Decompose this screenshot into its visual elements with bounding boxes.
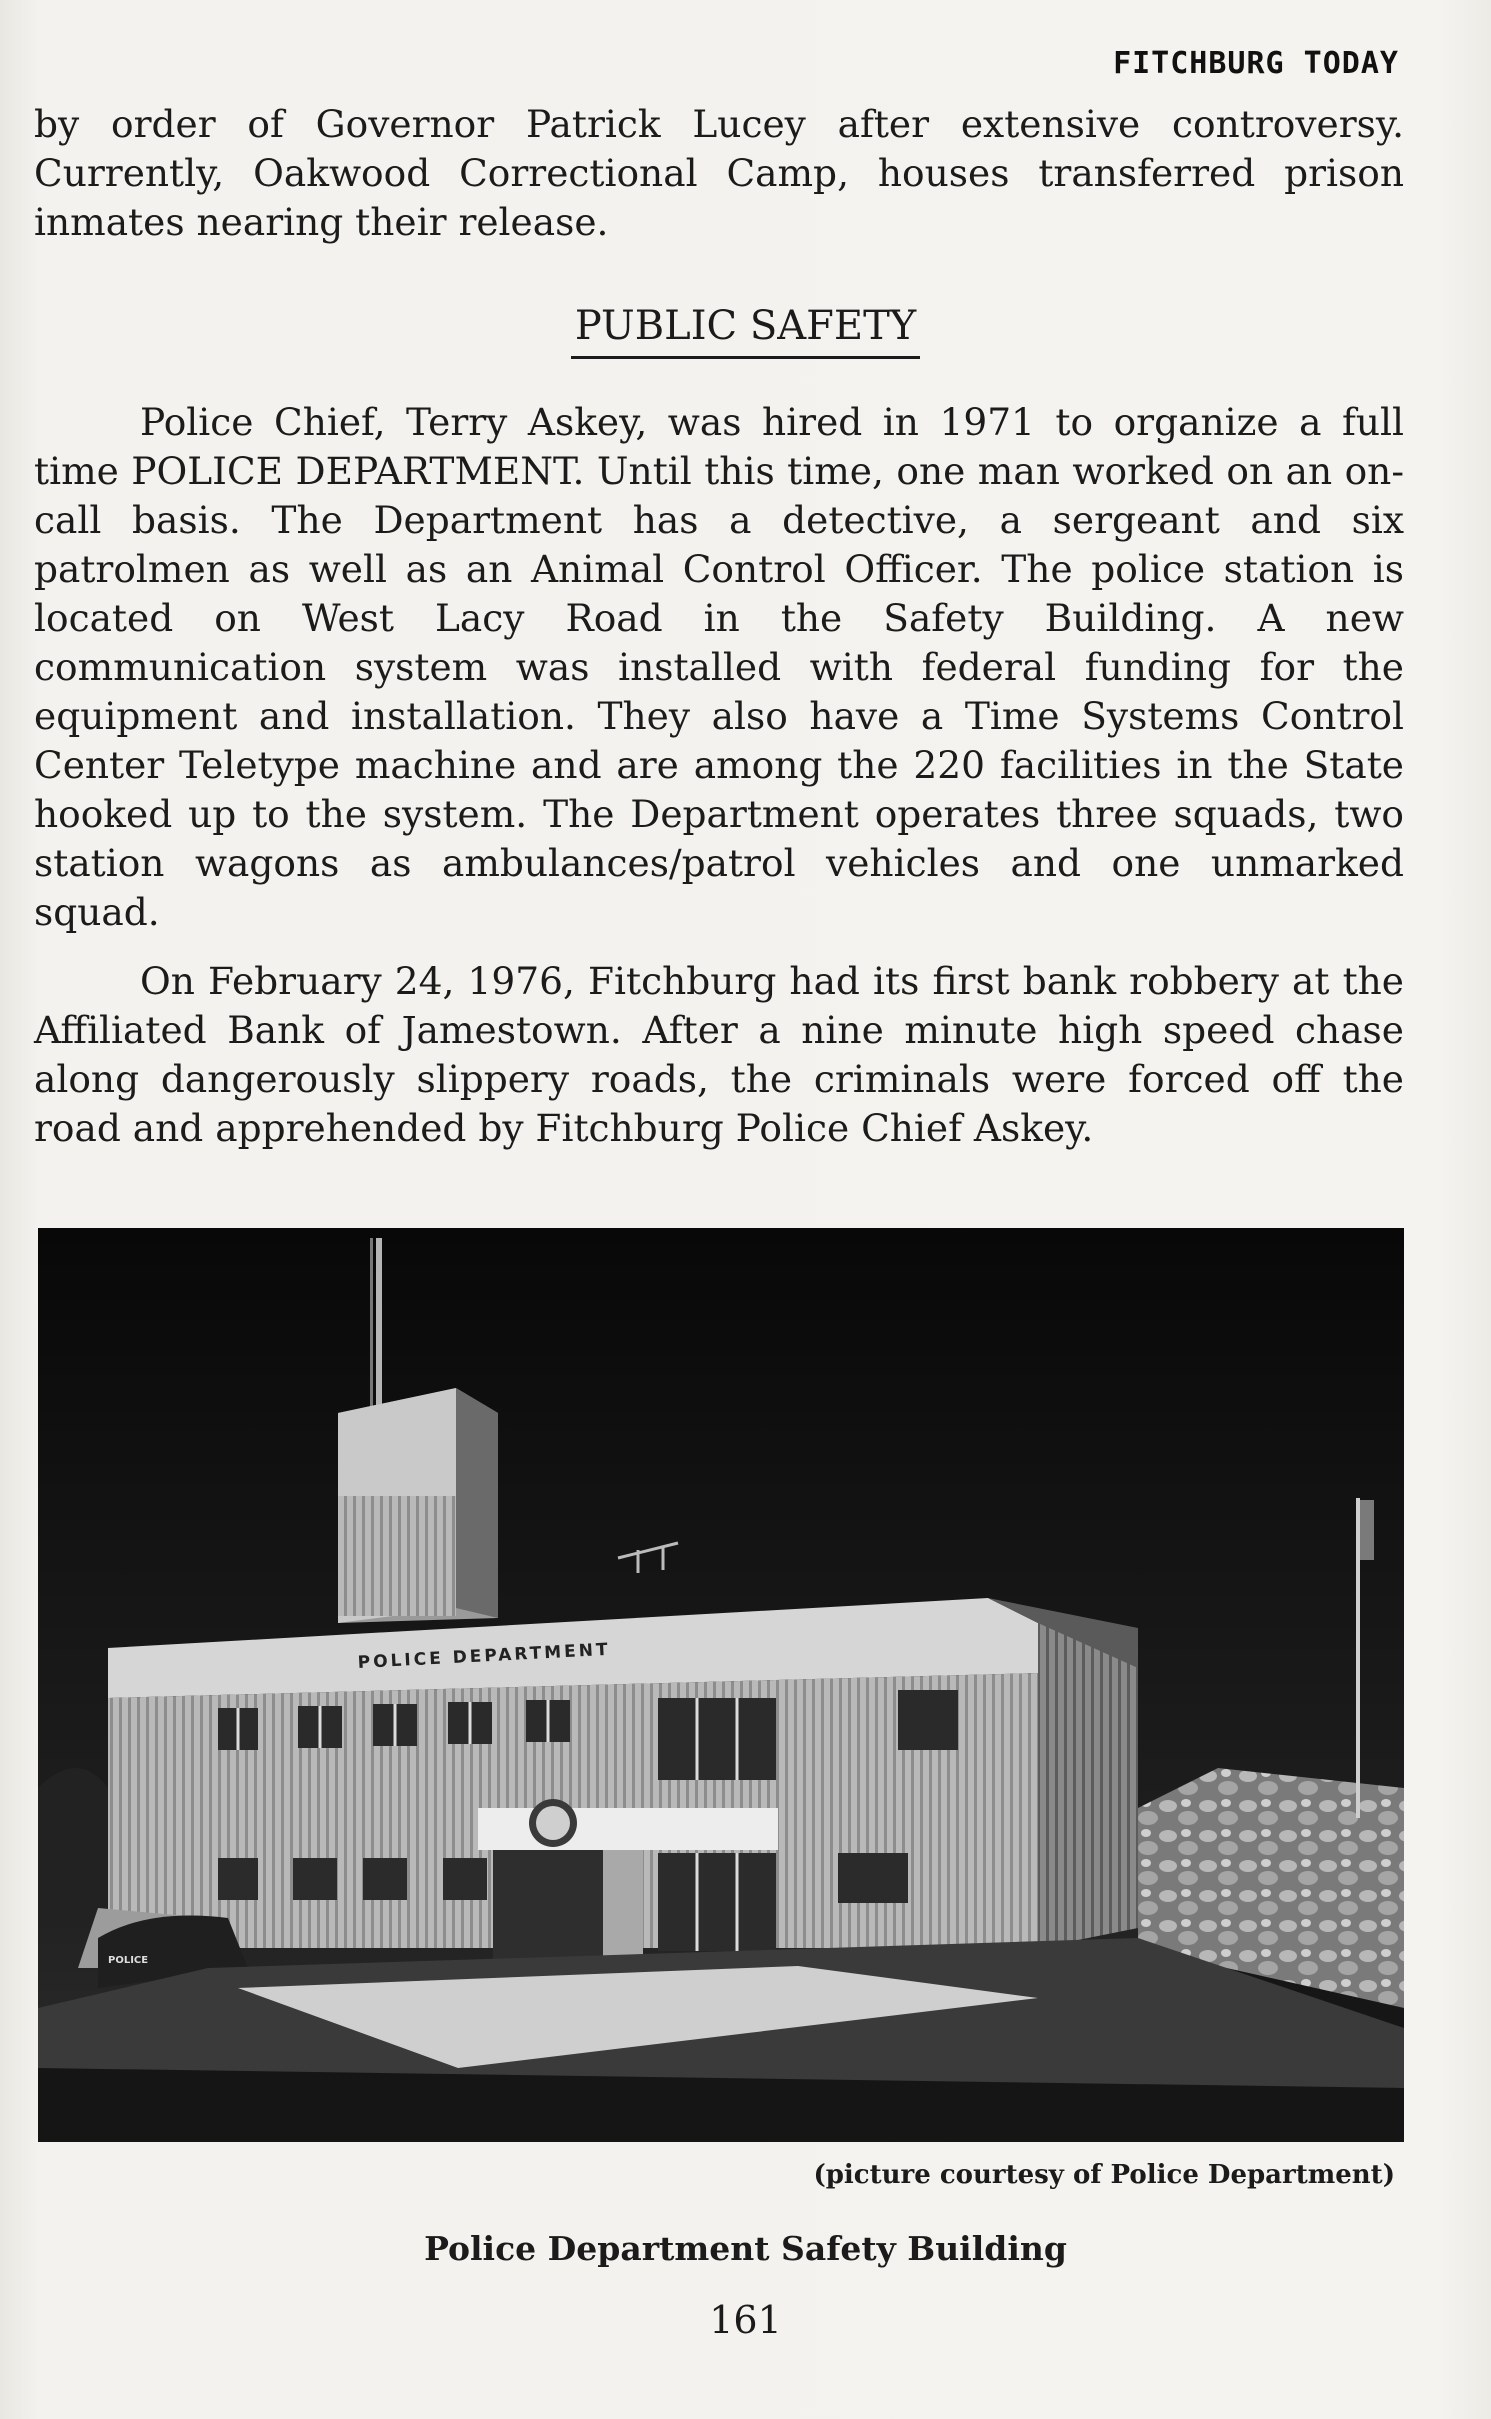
photo-building-sign: POLICE DEPARTMENT [357, 1639, 612, 1673]
section-heading-text: PUBLIC SAFETY [571, 300, 920, 359]
paragraph-police-department: Police Chief, Terry Askey, was hired in 1971 to organize a full time POLICE DEPARTMENT. Until this time, one man worked on an on-call basis. The Department has a detective, a sergeant and six patrolmen as well as an Animal Control Officer. The police station is located on West Lacy Road in the Safety Building. A new communication system was installed with federal funding for the equipment and installation. They also have a Time Systems Control Center Teletype machine and are among the 220 facilities in the State hooked up to the system. The Department operates three squads, two station wagons as ambulances/patrol vehicles and one unmarked squad. [34, 400, 1404, 934]
photo-antenna-mast [376, 1238, 382, 1413]
photo-building-side [1038, 1623, 1138, 1948]
photo-credit: (picture courtesy of Police Department) [813, 2160, 1395, 2190]
police-building-photo [38, 1228, 1404, 2142]
photo-flag [1360, 1500, 1374, 1560]
intro-paragraph: by order of Governor Patrick Lucey after extensive controversy. Currently, Oakwood Correctional Camp, houses transferred prison inmates nearing their release. [34, 102, 1404, 244]
photo-caption: Police Department Safety Building [424, 2229, 1067, 2268]
photo-tree-left [38, 1768, 108, 1928]
paragraph-bank-robbery: On February 24, 1976, Fitchburg had its first bank robbery at the Affiliated Bank of Jamestown. After a nine minute high speed chase along dangerously slippery roads, the criminals were forced off the road and apprehended by Fitchburg Police Chief Askey. [34, 959, 1404, 1150]
section-heading [0, 300, 1491, 359]
photo-flag-pole [1356, 1498, 1360, 1818]
page-number: 161 [709, 2298, 782, 2342]
photo-entrance-canopy [478, 1808, 778, 1850]
running-head: FITCHBURG TODAY [1113, 46, 1399, 81]
photo-car-door-text: POLICE [108, 1955, 149, 1966]
photo-entrance-door [493, 1850, 603, 1960]
